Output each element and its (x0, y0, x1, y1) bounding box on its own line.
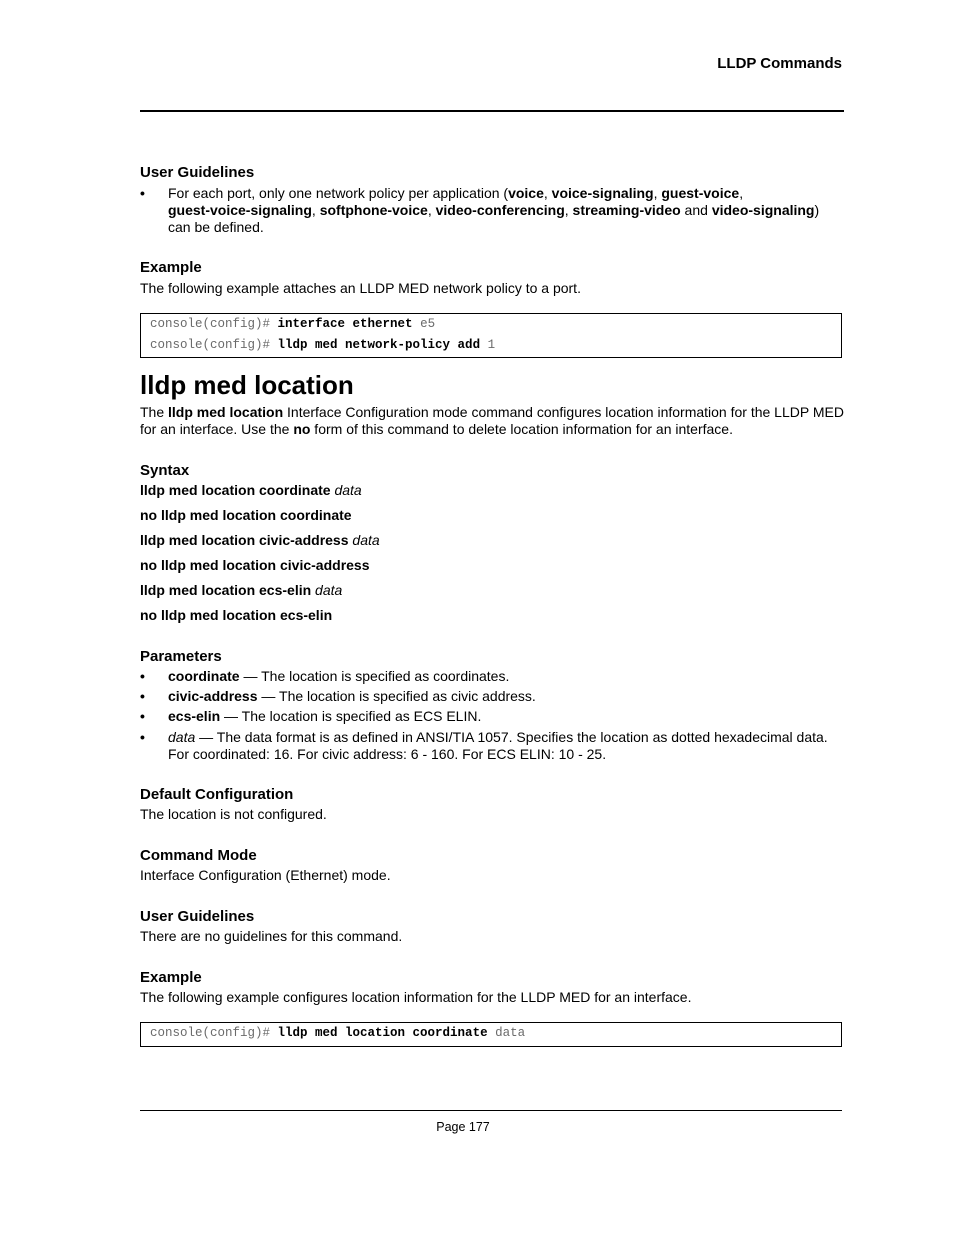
syntax-line: lldp med location ecs-elin data (140, 582, 343, 598)
header-rule (140, 110, 844, 112)
syntax-heading: Syntax (140, 462, 190, 479)
section-title: lldp med location (140, 370, 354, 400)
code-block-network-policy (140, 313, 842, 358)
footer-rule (140, 1110, 842, 1111)
bullet-icon: • (140, 185, 145, 201)
user-guidelines-heading-2: User Guidelines (140, 908, 255, 925)
page-number: Page 177 (436, 1120, 490, 1134)
code-line: console(config)# lldp med network-policy add 1 (150, 338, 496, 352)
code-line: console(config)# lldp med location coordinate data (150, 1026, 526, 1040)
bullet-icon: • (140, 688, 145, 704)
example-description: The following example attaches an LLDP MED network policy to a port. (140, 280, 581, 296)
running-header: LLDP Commands (717, 55, 842, 72)
syntax-line: no lldp med location ecs-elin (140, 607, 333, 623)
bullet-icon: • (140, 668, 145, 684)
section-intro: The lldp med location Interface Configuration mode command configures location information for the LLDP MED for an interface. Use the no form of this command to delete location information for an interface. (140, 404, 844, 437)
user-guidelines-heading: User Guidelines (140, 164, 255, 181)
default-config-heading: Default Configuration (140, 786, 294, 803)
syntax-line: lldp med location civic-address data (140, 532, 380, 548)
example-description-2: The following example configures location information for the LLDP MED for an interface. (140, 989, 692, 1005)
code-line: console(config)# interface ethernet e5 (150, 317, 436, 331)
default-config-text: The location is not configured. (140, 806, 327, 822)
guideline-text: For each port, only one network policy per application (voice, voice-signaling, guest-voice, guest-voice-signaling, softphone-voice, video-conferencing, streaming-video and video-signaling) can be defined. (168, 185, 820, 235)
command-mode-heading: Command Mode (140, 847, 257, 864)
syntax-line: lldp med location coordinate data (140, 482, 362, 498)
syntax-line: no lldp med location coordinate (140, 507, 352, 523)
syntax-line: no lldp med location civic-address (140, 557, 370, 573)
bullet-icon: • (140, 729, 145, 745)
command-mode-text: Interface Configuration (Ethernet) mode. (140, 867, 391, 883)
bullet-icon: • (140, 708, 145, 724)
example-heading-2: Example (140, 969, 202, 986)
code-block-location (140, 1022, 842, 1047)
example-heading: Example (140, 259, 202, 276)
parameters-heading: Parameters (140, 648, 222, 665)
user-guidelines-text: There are no guidelines for this command. (140, 928, 403, 944)
